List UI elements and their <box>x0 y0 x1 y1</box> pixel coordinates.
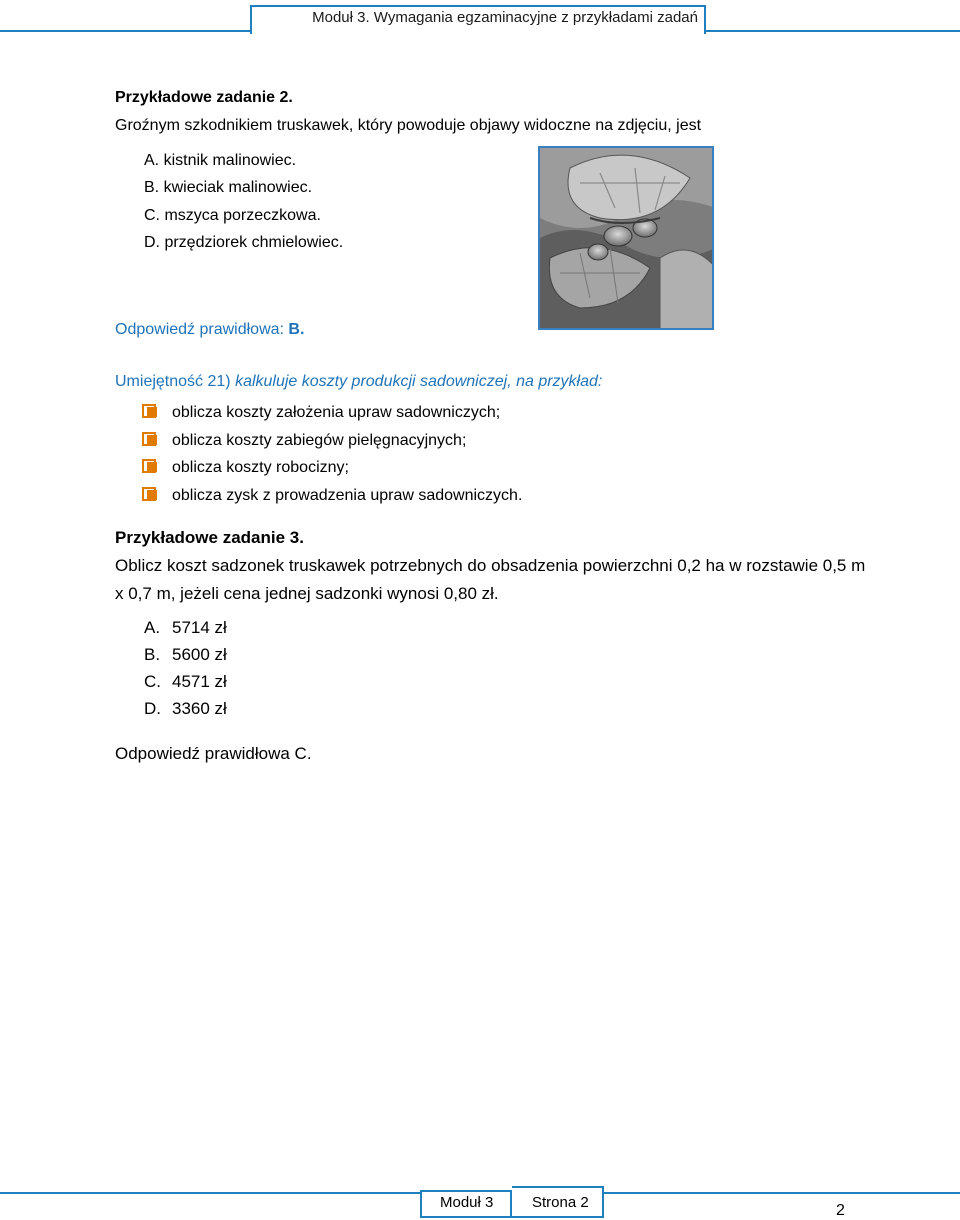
footer-module: Moduł 3 <box>440 1194 494 1211</box>
task3-option-text: 5714 zł <box>172 618 227 637</box>
skill-item: oblicza koszty zabiegów pielęgnacyjnych; <box>172 432 467 449</box>
task3-option-letter: C. <box>144 672 161 691</box>
page-number: 2 <box>836 1202 845 1219</box>
pest-damage-photo <box>538 146 714 330</box>
task2-option-a <box>144 151 296 171</box>
skill-description: kalkuluje koszty produkcji sadowniczej, na przykład: <box>235 373 603 390</box>
task3-option-letter: A. <box>144 618 161 637</box>
task3-option-text: 5600 zł <box>172 645 227 664</box>
footer-page-label: Strona 2 <box>532 1194 589 1211</box>
skill-item: oblicza koszty założenia upraw sadowniczych; <box>172 404 501 421</box>
task3-option-text: 4571 zł <box>172 672 227 691</box>
task3-option-letter: B. <box>144 645 161 664</box>
skill-number: Umiejętność 21) <box>115 373 231 390</box>
header-rule-right <box>706 30 960 32</box>
task3-answer: Odpowiedź prawidłowa C. <box>115 744 312 763</box>
checkbox-bullet-icon <box>142 432 160 446</box>
task2-question: Groźnym szkodnikiem truskawek, który powoduje objawy widoczne na zdjęciu, jest <box>115 117 702 134</box>
header-rule-left <box>0 30 250 32</box>
task2-answer <box>115 320 304 340</box>
header-title: Moduł 3. Wymagania egzaminacyjne z przykładami zadań <box>312 9 698 26</box>
option-letter: B. <box>144 179 160 196</box>
task2-option-d <box>144 233 343 253</box>
skill-item: oblicza koszty robocizny; <box>172 459 349 476</box>
task3-option-letter: D. <box>144 699 161 718</box>
skill-item: oblicza zysk z prowadzenia upraw sadowniczych. <box>172 487 523 504</box>
option-letter: C. <box>144 207 160 224</box>
task3-title: Przykładowe zadanie 3. <box>115 528 304 547</box>
checkbox-bullet-icon <box>142 459 160 473</box>
option-letter: D. <box>144 234 160 251</box>
footer-rule-left <box>0 1192 420 1194</box>
answer-prefix: Odpowiedź prawidłowa: <box>115 321 289 338</box>
option-text: kwieciak malinowiec. <box>163 179 313 196</box>
footer-rule-right <box>604 1192 960 1194</box>
task3-option-text: 3360 zł <box>172 699 227 718</box>
leaf-illustration <box>540 148 714 330</box>
option-text: kistnik malinowiec. <box>163 152 297 169</box>
option-letter: A. <box>144 152 160 169</box>
option-text: przędziorek chmielowiec. <box>164 234 344 251</box>
task2-title: Przykładowe zadanie 2. <box>115 89 293 106</box>
task3-question: Oblicz koszt sadzonek truskawek potrzebnych do obsadzenia powierzchni 0,2 ha w rozstawie 0,5 m x 0,7 m, jeżeli cena jednej sadzonki wynosi 0,80 zł. <box>115 556 866 603</box>
checkbox-bullet-icon <box>142 404 160 418</box>
task2-option-c <box>144 206 321 226</box>
task2-option-b <box>144 178 312 198</box>
checkbox-bullet-icon <box>142 487 160 501</box>
skill-heading <box>115 372 602 392</box>
option-text: mszyca porzeczkowa. <box>164 207 321 224</box>
answer-value: B. <box>288 321 305 338</box>
